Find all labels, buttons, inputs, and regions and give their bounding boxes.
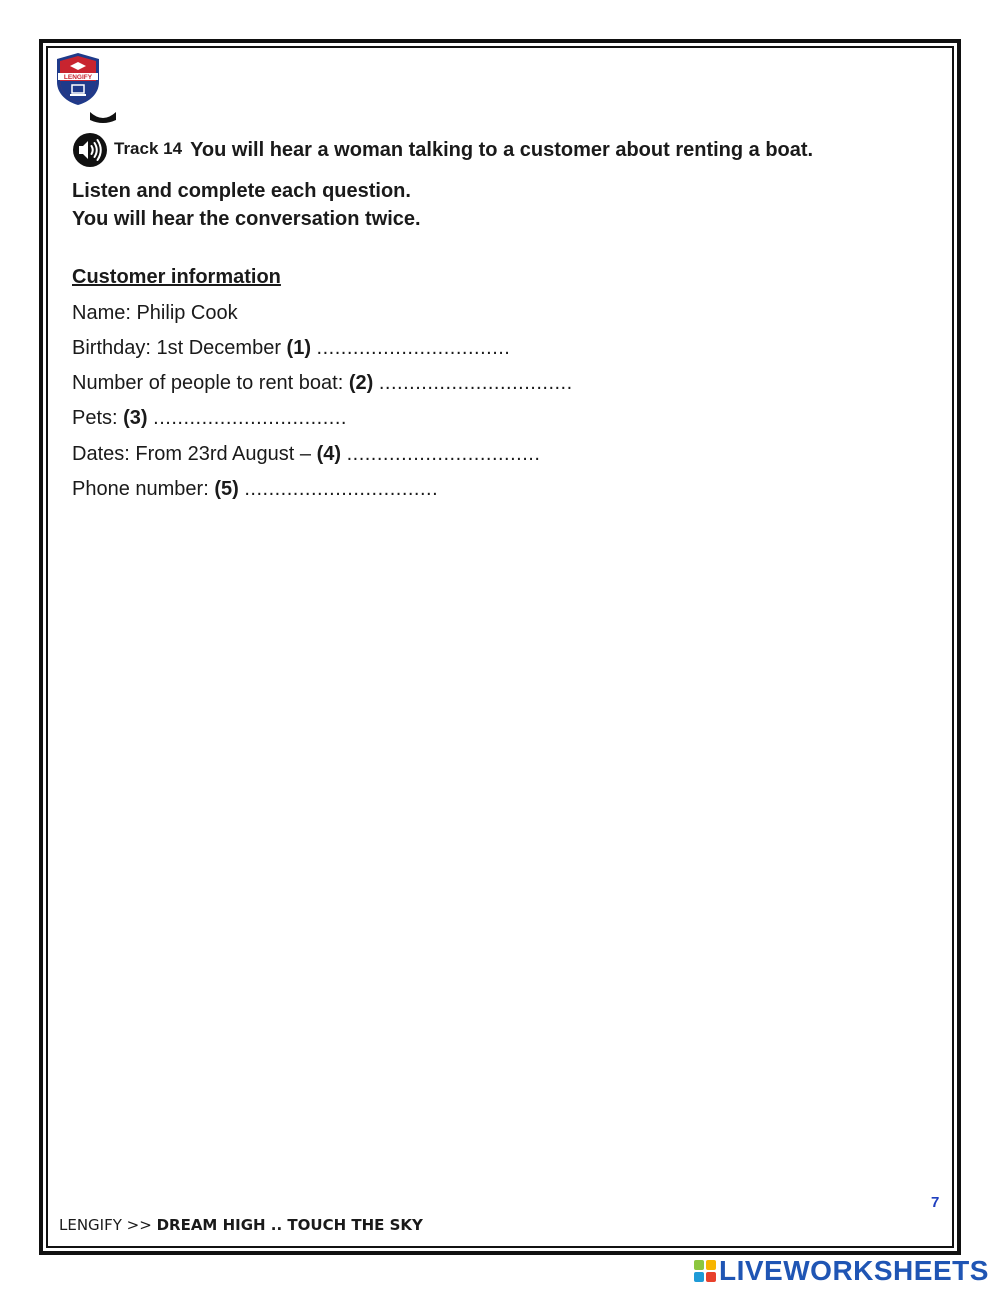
answer-blank-2[interactable]: ................................ <box>378 372 573 394</box>
section-title: Customer information <box>72 266 281 288</box>
question-number: (1) <box>286 337 311 359</box>
question-number: (3) <box>123 407 148 429</box>
liveworksheets-text: LIVEWORKSHEETS <box>719 1255 989 1286</box>
question-number: (5) <box>214 478 239 500</box>
field-label: Pets: <box>72 407 124 429</box>
answer-blank-4[interactable]: ................................ <box>346 443 541 465</box>
field-birthday <box>72 337 510 360</box>
track-header <box>72 132 813 168</box>
question-number: (4) <box>316 443 342 465</box>
field-dates <box>72 443 540 466</box>
answer-blank-3[interactable]: ................................ <box>153 407 347 429</box>
liveworksheets-watermark[interactable] <box>693 1256 989 1286</box>
instruction-line: Listen and complete each question. <box>72 180 411 202</box>
field-label: Birthday: 1st December <box>72 337 287 359</box>
field-label: Number of people to rent boat: <box>72 372 349 394</box>
lengify-shield-logo <box>55 52 101 106</box>
field-name <box>72 302 238 325</box>
svg-text:LENGIFY: LENGIFY <box>63 74 93 81</box>
answer-blank-5[interactable]: ................................ <box>244 478 439 500</box>
footer-prefix: LENGIFY >> <box>59 1216 157 1234</box>
speaker-audio-icon[interactable] <box>72 132 108 168</box>
field-label: Phone number: <box>72 478 215 500</box>
cropped-shape <box>88 108 118 124</box>
field-people <box>72 372 573 395</box>
instruction-line: You will hear the conversation twice. <box>72 208 421 230</box>
field-phone <box>72 478 438 501</box>
track-label: Track 14 <box>114 139 183 158</box>
field-pets <box>72 407 347 430</box>
answer-blank-1[interactable]: ................................ <box>316 337 511 359</box>
track-description: You will hear a woman talking to a customer about renting a boat. <box>190 138 814 161</box>
footer-slogan: DREAM HIGH .. TOUCH THE SKY <box>156 1216 423 1234</box>
field-label: Name: Philip Cook <box>72 302 238 324</box>
footer <box>59 1216 423 1234</box>
field-label: Dates: From 23rd August – <box>72 443 317 465</box>
liveworksheets-logo-icon <box>693 1259 717 1283</box>
question-number: (2) <box>348 372 374 394</box>
page-number: 7 <box>931 1194 940 1211</box>
